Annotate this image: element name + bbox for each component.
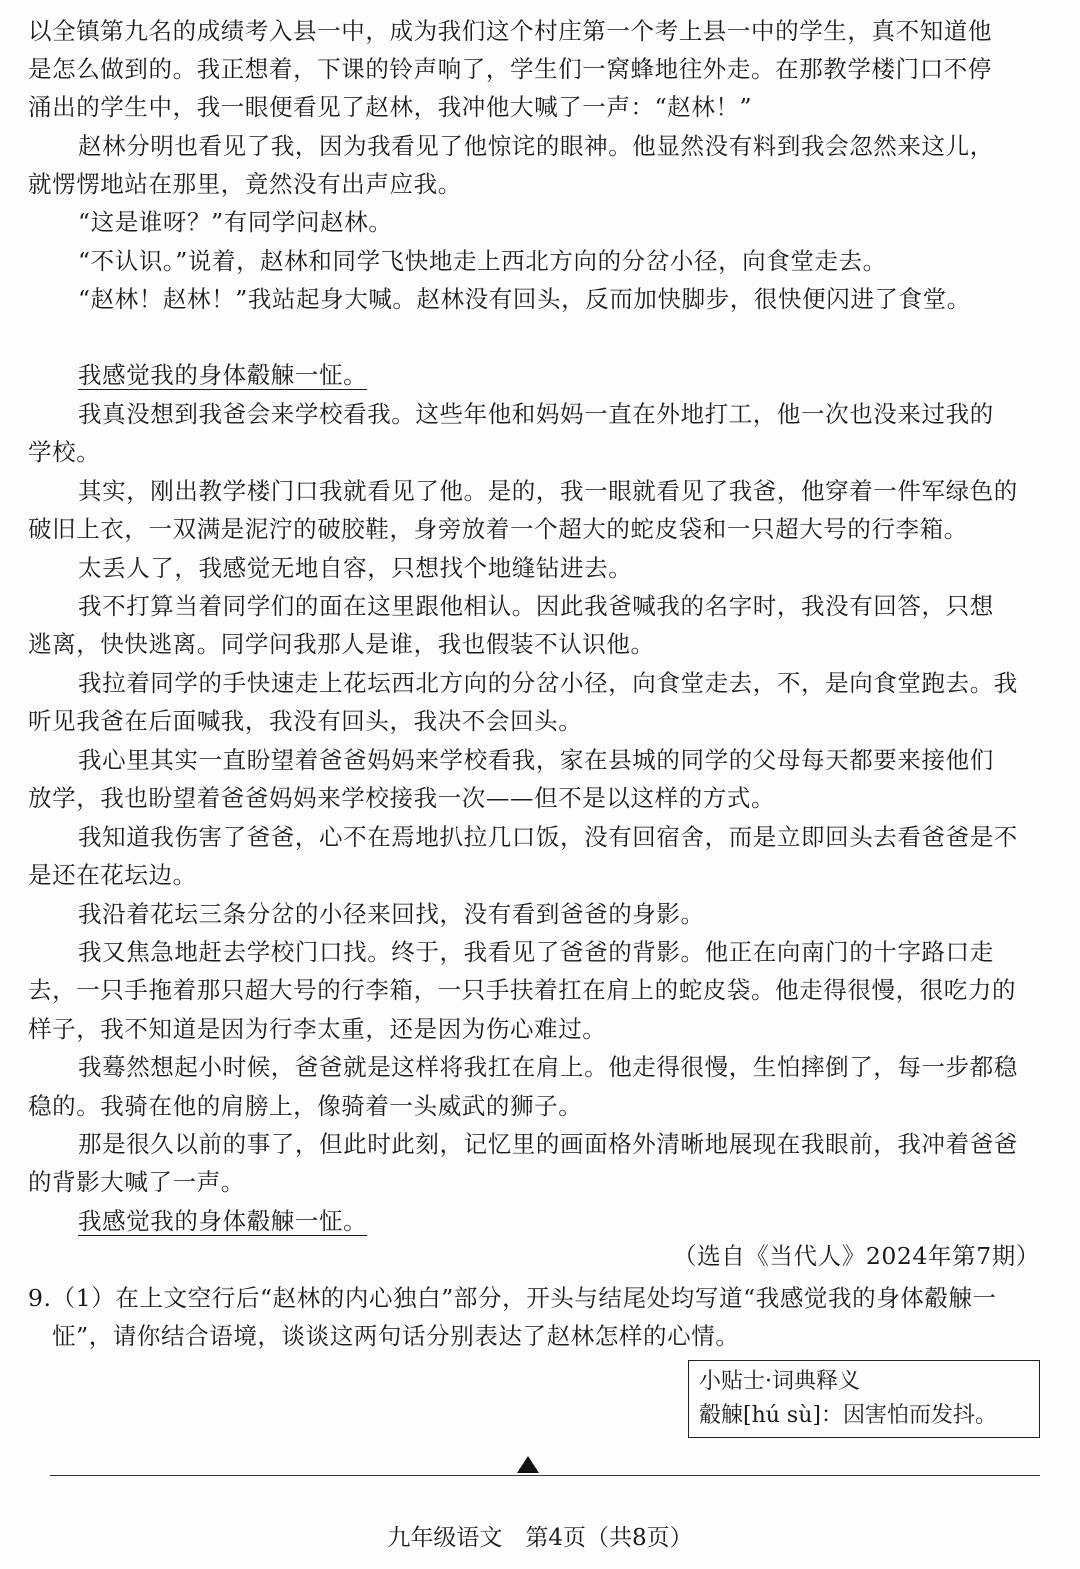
passage-line: 的背影大喊了一声。 <box>28 1168 245 1196</box>
passage-line: 稳的。我骑在他的肩膀上，像骑着一头威武的狮子。 <box>28 1092 583 1120</box>
page-footer: 九年级语文 第4页（共8页） <box>387 1525 693 1551</box>
passage-line: 我不打算当着同学们的面在这里跟他相认。因此我爸喊我的名字时，我没有回答，只想 <box>78 592 994 620</box>
passage-line: 那是很久以前的事了，但此时此刻，记忆里的画面格外清晰地展现在我眼前，我冲着爸爸 <box>78 1130 1018 1158</box>
passage-line: 我沿着花坛三条分岔的小径来回找，没有看到爸爸的身影。 <box>78 900 705 928</box>
tip-title: 小贴士·词典释义 <box>699 1369 860 1394</box>
monologue-line: 我感觉我的身体觳觫一怔。 <box>78 361 368 389</box>
passage-line: 涌出的学生中，我一眼便看见了赵林，我冲他大喊了一声：“赵林！” <box>28 93 753 121</box>
passage-line: 放学，我也盼望着爸爸妈妈来学校接我一次——但不是以这样的方式。 <box>28 784 776 812</box>
passage-line: “赵林！赵林！”我站起身大喊。赵林没有回头，反而加快脚步，很快便闪进了食堂。 <box>78 285 971 313</box>
triangle-marker-icon <box>517 1456 539 1473</box>
passage-line: 以全镇第九名的成绩考入县一中，成为我们这个村庄第一个考上县一中的学生，真不知道他 <box>28 17 992 45</box>
source-citation: （选自《当代人》2024年第7期） <box>673 1242 1040 1270</box>
passage-line: 就愣愣地站在那里，竟然没有出声应我。 <box>28 170 462 198</box>
passage-line: 是还在花坛边。 <box>28 861 197 889</box>
passage-line: 我拉着同学的手快速走上花坛西北方向的分岔小径，向食堂走去，不，是向食堂跑去。我 <box>78 669 1018 697</box>
question-line-2: 怔”，请你结合语境，谈谈这两句话分别表达了赵林怎样的心情。 <box>52 1322 740 1350</box>
passage-line: 听见我爸在后面喊我，我没有回头，我决不会回头。 <box>28 707 583 735</box>
monologue-line: 我感觉我的身体觳觫一怔。 <box>78 1207 368 1235</box>
passage-line: 学校。 <box>28 438 101 466</box>
passage-line: “不认识。”说着，赵林和同学飞快地走上西北方向的分岔小径，向食堂走去。 <box>78 247 887 275</box>
passage-line: 我真没想到我爸会来学校看我。这些年他和妈妈一直在外地打工，他一次也没来过我的 <box>78 400 994 428</box>
question-line-1: 9.（1）在上文空行后“赵林的内心独白”部分，开头与结尾处均写道“我感觉我的身体觳觫一 <box>28 1284 997 1312</box>
passage-line: 逃离，快快逃离。同学问我那人是谁，我也假装不认识他。 <box>28 630 655 658</box>
passage-line: 去，一只手拖着那只超大号的行李箱，一只手扶着扛在肩上的蛇皮袋。他走得很慢，很吃力的 <box>28 976 1017 1004</box>
passage-line: 我知道我伤害了爸爸，心不在焉地扒拉几口饭，没有回宿舍，而是立即回头去看爸爸是不 <box>78 823 1018 851</box>
dictionary-tip-box <box>688 1360 1040 1438</box>
passage-line: “这是谁呀？”有同学问赵林。 <box>78 208 393 236</box>
passage-line: 我心里其实一直盼望着爸爸妈妈来学校看我，家在县城的同学的父母每天都要来接他们 <box>78 746 994 774</box>
passage-line: 其实，刚出教学楼门口我就看见了他。是的，我一眼就看见了我爸，他穿着一件军绿色的 <box>78 477 1018 505</box>
passage-line: 太丢人了，我感觉无地自容，只想找个地缝钻进去。 <box>78 554 633 582</box>
passage-line: 样子，我不知道是因为行李太重，还是因为伤心难过。 <box>28 1015 607 1043</box>
passage-line: 赵林分明也看见了我，因为我看见了他惊诧的眼神。他显然没有料到我会忽然来这儿， <box>78 132 994 160</box>
tip-definition: 觳觫[hú sù]：因害怕而发抖。 <box>699 1403 997 1428</box>
passage-line: 是怎么做到的。我正想着，下课的铃声响了，学生们一窝蜂地往外走。在那教学楼门口不停 <box>28 55 992 83</box>
footer-divider <box>50 1475 1040 1476</box>
passage-line: 我又焦急地赶去学校门口找。终于，我看见了爸爸的背影。他正在向南门的十字路口走 <box>78 938 994 966</box>
passage-line: 我蓦然想起小时候，爸爸就是这样将我扛在肩上。他走得很慢，生怕摔倒了，每一步都稳 <box>78 1053 1018 1081</box>
passage-line: 破旧上衣，一双满是泥泞的破胶鞋，身旁放着一个超大的蛇皮袋和一只超大号的行李箱。 <box>28 515 968 543</box>
